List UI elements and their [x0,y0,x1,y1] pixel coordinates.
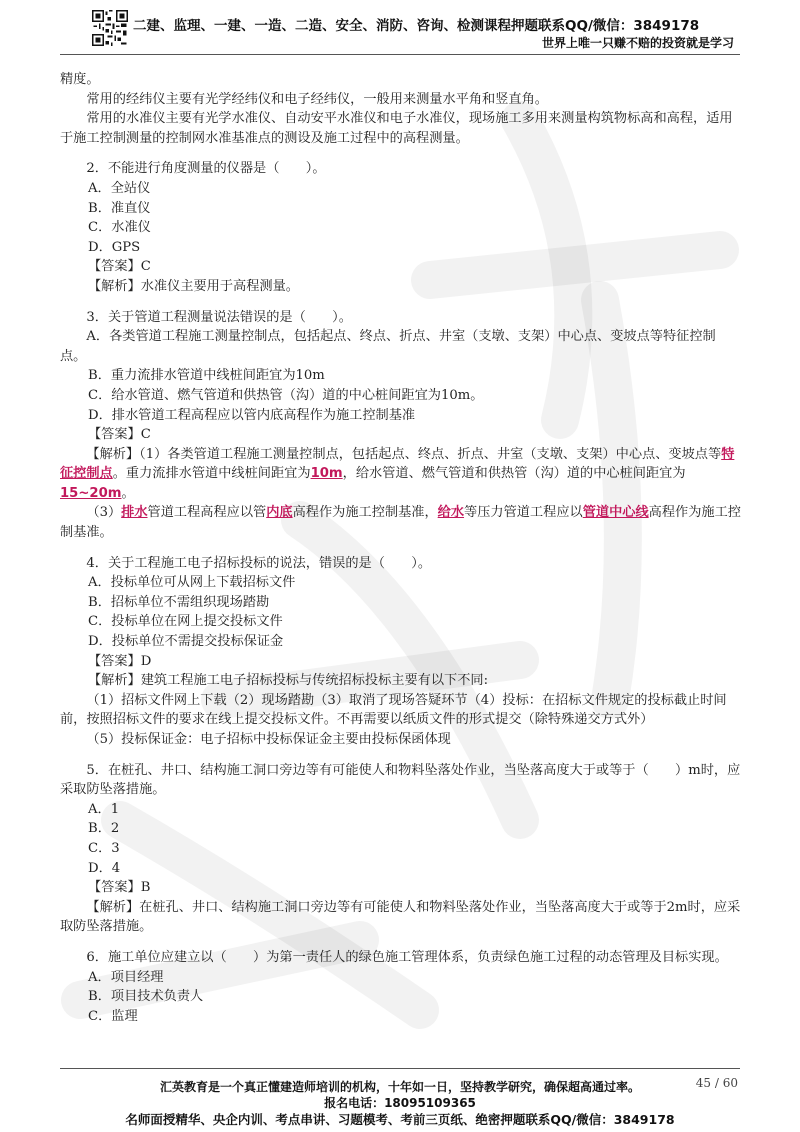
intro-paragraph: 常用的水准仪主要有光学水准仪、自动安平水准仪和电子水准仪，现场施工多用来测量构筑物标高和高程，适用于施工控制测量的控制网水准基准点的测设及施工过程中的高程测量。 [60,111,733,146]
footer-slogan: 汇英教育是一个真正懂建造师培训的机构，十年如一日，坚持教学研究，确保超高通过率。 [159,1080,640,1094]
analysis-text: 【解析】（1）各类管道工程施工测量控制点，包括起点、终点、折点、井室（支墩、支架）中心点、变坡点等特征控制点。重力流排水管道中线桩间距宜为10m，给水管道、燃气管道和供热管（沟）道的中心桩间距宜为15~20m。 [60,446,735,501]
header-divider [60,54,740,55]
page-number: 45 / 60 [695,1076,738,1090]
answer-label: 【答案】C [88,427,151,443]
highlight-term: 15~20m [60,485,122,501]
analysis-text: 【解析】建筑工程施工电子招标投标与传统招标投标主要有以下不同: [88,673,489,689]
question-option: B．2 [88,821,120,837]
question-3-stem: 3．关于管道工程测量说法错误的是（ ）。 [86,309,352,325]
question-option: A．各类管道工程施工测量控制点，包括起点、终点、折点、井室（支墩、支架）中心点、变坡点等特征控制点。 [60,329,716,364]
intro-paragraph: 精度。 [60,72,100,87]
answer-label: 【答案】D [88,653,152,669]
analysis-point: （5）投标保证金：电子招标中投标保证金主要由投标保函体现 [86,732,451,747]
header-slogan: 世界上唯一只赚不赔的投资就是学习 [541,36,734,50]
question-4-stem: 4．关于工程施工电子招标投标的说法，错误的是（ ）。 [86,555,432,571]
question-option: B．准直仪 [88,200,151,216]
analysis-text: （3）排水管道工程高程应以管内底高程作为施工控制基准，给水等压力管道工程应以管道中心线高程作为施工控制基准。 [60,505,741,541]
question-option: A．1 [88,801,120,817]
analysis-text: 【解析】水准仪主要用于高程测量。 [88,278,299,294]
footer-contact: 名师面授精华、央企内训、考点串讲、习题模考、考前三页纸、绝密押题联系QQ/微信：3849178 [125,1112,675,1127]
question-option: B．项目技术负责人 [88,989,204,1005]
question-option: C．3 [88,840,120,856]
analysis-point: （1）招标文件网上下载（2）现场踏勘（3）取消了现场答疑环节（4）投标：在招标文件规定的投标截止时间前，按照招标文件的要求在线上提交投标文件。不再需要以纸质文件的形式提交（除特殊递交方式外） [60,692,727,728]
footer-phone: 报名电话：18095109365 [324,1096,476,1110]
question-option: D．排水管道工程高程应以管内底高程作为施工控制基准 [88,407,416,423]
highlight-term: 给水 [437,505,465,521]
question-option: C．监理 [88,1008,138,1024]
highlight-term: 排水 [121,505,148,521]
question-option: D．GPS [88,239,141,255]
intro-paragraph: 常用的经纬仪主要有光学经纬仪和电子经纬仪，一般用来测量水平角和竖直角。 [86,91,548,107]
answer-label: 【答案】B [88,880,151,896]
question-option: C．给水管道、燃气管道和供热管（沟）道的中心桩间距宜为10m。 [88,387,484,403]
highlight-term: 特征控制点 [60,446,735,482]
answer-label: 【答案】C [88,259,151,275]
question-2-stem: 2．不能进行角度测量的仪器是（ ）。 [86,161,326,177]
analysis-text: 【解析】在桩孔、井口、结构施工洞口旁边等有可能使人和物料坠落处作业，当坠落高度大于或等于2m时，应采取防坠落措施。 [60,899,741,935]
question-option: C．水准仪 [88,220,151,236]
document-body [60,70,742,1026]
highlight-term: 管道中心线 [582,505,649,521]
question-option: D．投标单位不需提交投标保证金 [88,634,284,650]
question-option: A．投标单位可从网上下载招标文件 [88,575,296,591]
page-header [0,0,800,56]
question-6-stem: 6．施工单位应建立以（ ）为第一责任人的绿色施工管理体系，负责绿色施工过程的动态管理及目标实现。 [86,949,728,965]
highlight-term: 内底 [266,505,293,521]
question-option: B．招标单位不需组织现场踏勘 [88,594,270,610]
question-option: A．项目经理 [88,969,164,985]
footer-divider [60,1068,740,1069]
qr-code-icon [92,10,128,46]
question-option: D．4 [88,860,121,876]
question-option: C．投标单位在网上提交投标文件 [88,614,283,630]
header-contact-line: 二建、监理、一建、一造、二造、安全、消防、咨询、检测课程押题联系QQ/微信：3849178 [133,18,700,34]
question-5-stem: 5．在桩孔、井口、结构施工洞口旁边等有可能使人和物料坠落处作业，当坠落高度大于或等于（ ）m时，应采取防坠落措施。 [60,762,741,798]
question-option: B．重力流排水管道中线桩间距宜为10m [88,368,325,384]
question-option: A．全站仪 [88,180,151,196]
highlight-term: 10m [310,466,343,482]
